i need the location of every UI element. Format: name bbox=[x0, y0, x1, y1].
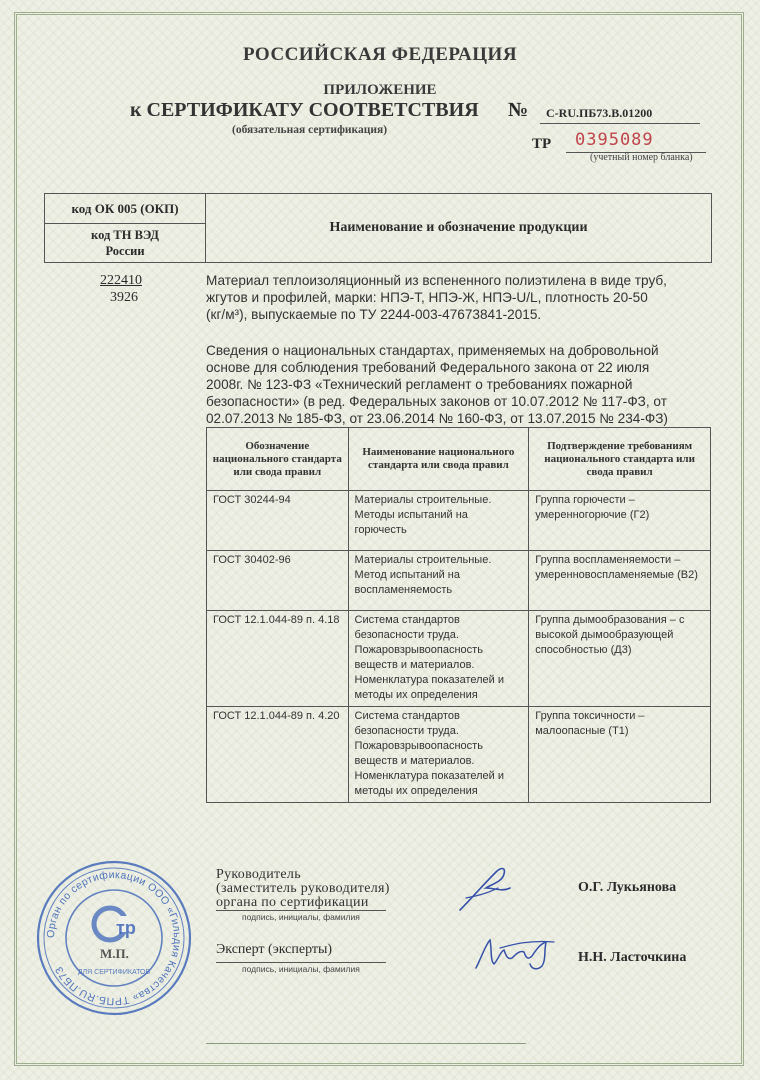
table-row bbox=[207, 551, 711, 611]
certificate-title: к СЕРТИФИКАТУ СООТВЕТСТВИЯ bbox=[130, 99, 479, 121]
standard-code: ГОСТ 12.1.044-89 п. 4.20 bbox=[207, 707, 349, 803]
expert-signature bbox=[470, 930, 566, 980]
bottom-print-line bbox=[206, 1043, 526, 1044]
tr-label: ТР bbox=[532, 136, 552, 152]
standard-confirmation: Группа дымообразования – с высокой дымообразующей способностью (Д3) bbox=[529, 611, 711, 707]
standard-code: ГОСТ 30402-96 bbox=[207, 551, 349, 611]
head-label-line: органа по сертификации bbox=[216, 895, 369, 910]
okp-code: 222410 bbox=[100, 273, 142, 288]
svg-text:тр: тр bbox=[116, 918, 136, 938]
product-line: жгутов и профилей, марки: НПЭ-Т, НПЭ-Ж, НПЭ-U/L, плотность 20-50 bbox=[206, 290, 648, 305]
standard-name: Материалы строительные. Методы испытаний на горючесть bbox=[348, 491, 529, 551]
product-name-header: Наименование и обозначение продукции bbox=[329, 220, 588, 235]
table-row bbox=[207, 491, 711, 551]
standards-info-line: 2008г. № 123-ФЗ «Технический регламент о требованиях пожарной bbox=[206, 377, 633, 392]
appendix-title: ПРИЛОЖЕНИЕ bbox=[323, 82, 437, 98]
standard-name: Система стандартов безопасности труда. Пожаровзрывоопасность веществ и материалов. Номенклатура показателей и методы их определения bbox=[348, 707, 529, 803]
expert-label: Эксперт (эксперты) bbox=[216, 942, 333, 957]
column-header: Обозначение национального стандарта или свода правил bbox=[207, 428, 349, 491]
signature-line bbox=[216, 910, 386, 911]
tnved-code: 3926 bbox=[110, 290, 138, 305]
table-row bbox=[207, 707, 711, 803]
expert-name: Н.Н. Ласточкина bbox=[578, 950, 687, 965]
standards-info-line: основе для соблюдения требований Федерального закона от 22 июля bbox=[206, 360, 650, 375]
standard-confirmation: Группа горючести – умеренногорючие (Г2) bbox=[529, 491, 711, 551]
standards-info-line: Сведения о национальных стандартах, применяемых на добровольной bbox=[206, 343, 659, 358]
signature-caption: подпись, инициалы, фамилия bbox=[242, 912, 360, 922]
number-sign: № bbox=[508, 99, 529, 121]
serial-number: 0395089 bbox=[575, 130, 654, 150]
mandatory-note: (обязательная сертификация) bbox=[232, 124, 388, 136]
country-title: РОССИЙСКАЯ ФЕДЕРАЦИЯ bbox=[242, 44, 518, 65]
standard-confirmation: Группа воспламеняемости – умеренновоспламеняемые (В2) bbox=[529, 551, 711, 611]
okp-header: код ОК 005 (ОКП) bbox=[45, 194, 205, 224]
signature-line bbox=[216, 962, 386, 963]
certificate-number: C-RU.ПБ73.В.01200 bbox=[546, 106, 653, 120]
column-header: Наименование национального стандарта или свода правил bbox=[348, 428, 529, 491]
certification-body-stamp bbox=[34, 858, 194, 1018]
head-name: О.Г. Лукьянова bbox=[578, 880, 677, 895]
column-header: Подтверждение требованиям национального стандарта или свода правил bbox=[529, 428, 711, 491]
signature-caption: подпись, инициалы, фамилия bbox=[242, 964, 360, 974]
standards-table bbox=[206, 427, 711, 803]
standard-name: Материалы строительные. Метод испытаний на воспламеняемость bbox=[348, 551, 529, 611]
head-signature bbox=[452, 858, 522, 918]
stamp-mp: М.П. bbox=[100, 946, 129, 961]
table-row bbox=[207, 611, 711, 707]
product-description bbox=[206, 272, 667, 323]
head-signature-label bbox=[216, 868, 390, 910]
standard-code: ГОСТ 12.1.044-89 п. 4.18 bbox=[207, 611, 349, 707]
table-header-row bbox=[207, 428, 711, 491]
stamp-bottom-text: ДЛЯ СЕРТИФИКАТОВ bbox=[77, 969, 151, 976]
standards-info bbox=[206, 342, 668, 427]
head-label-line: (заместитель руководителя) bbox=[216, 881, 390, 896]
standard-code: ГОСТ 30244-94 bbox=[207, 491, 349, 551]
stamp-ring-text: Орган по сертификации ООО «Гильдия Качества» ТРПБ.RU.ПБ73 bbox=[44, 868, 184, 1008]
tnved-header-line1: код ТН ВЭД bbox=[91, 228, 159, 242]
standards-info-line: 02.07.2013 № 185-ФЗ, от 23.06.2014 № 160-ФЗ, от 13.07.2015 № 234-ФЗ) bbox=[206, 411, 668, 426]
number-underline bbox=[540, 123, 700, 124]
product-line: (кг/м³), выпускаемые по ТУ 2244-003-47673841-2015. bbox=[206, 307, 542, 322]
tnved-header-line2: России bbox=[105, 244, 145, 258]
product-line: Материал теплоизоляционный из вспененного полиэтилена в виде труб, bbox=[206, 273, 667, 288]
standard-confirmation: Группа токсичности – малоопасные (Т1) bbox=[529, 707, 711, 803]
codes-header-box bbox=[44, 193, 712, 263]
head-label-line: Руководитель bbox=[216, 867, 301, 882]
standards-info-line: безопасности» (в ред. Федеральных законов от 10.07.2012 № 117-ФЗ, от bbox=[206, 394, 667, 409]
standard-name: Система стандартов безопасности труда. Пожаровзрывоопасность веществ и материалов. Номенклатура показателей и методы их определения bbox=[348, 611, 529, 707]
tnved-header bbox=[45, 224, 205, 262]
serial-caption: (учетный номер бланка) bbox=[590, 152, 693, 163]
